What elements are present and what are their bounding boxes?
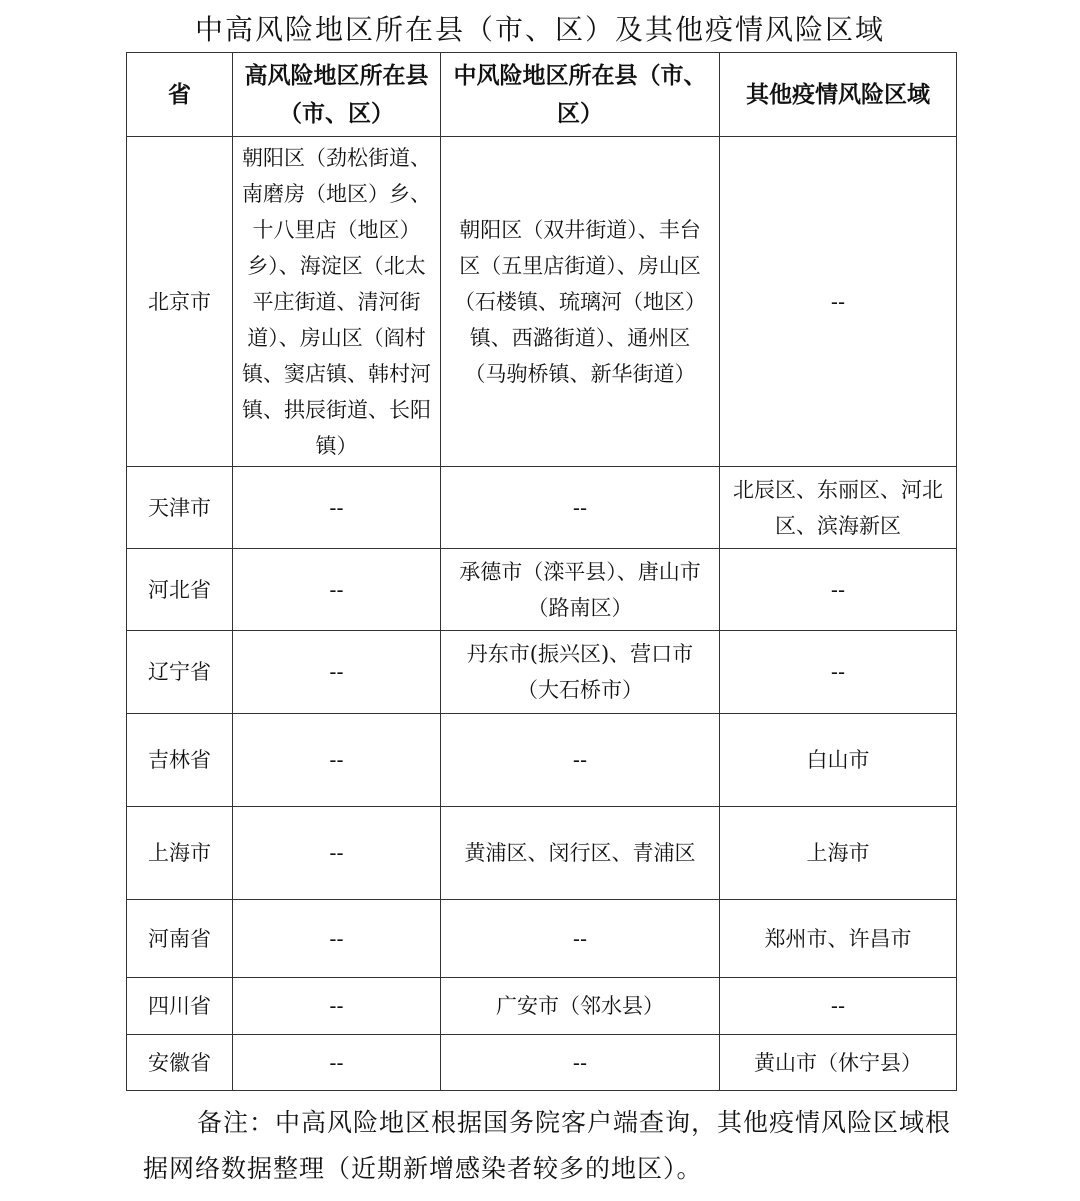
medium-risk-cell: -- bbox=[441, 1035, 720, 1091]
table-header-row bbox=[127, 53, 957, 137]
table-row bbox=[127, 137, 957, 467]
medium-risk-cell: 丹东市(振兴区)、营口市（大石桥市） bbox=[441, 631, 720, 714]
header-other-risk: 其他疫情风险区域 bbox=[720, 53, 957, 137]
other-risk-cell: 上海市 bbox=[720, 807, 957, 900]
other-risk-cell: 郑州市、许昌市 bbox=[720, 900, 957, 978]
other-risk-cell: 北辰区、东丽区、河北区、滨海新区 bbox=[720, 467, 957, 549]
province-cell: 上海市 bbox=[127, 807, 233, 900]
table-row bbox=[127, 978, 957, 1035]
high-risk-cell: 朝阳区（劲松街道、南磨房（地区）乡、十八里店（地区）乡）、海淀区（北太平庄街道、清河街道）、房山区（阎村镇、窦店镇、韩村河镇、拱辰街道、长阳镇） bbox=[233, 137, 441, 467]
table-row bbox=[127, 1035, 957, 1091]
province-cell: 北京市 bbox=[127, 137, 233, 467]
header-high-risk: 高风险地区所在县（市、区） bbox=[233, 53, 441, 137]
medium-risk-cell: -- bbox=[441, 900, 720, 978]
other-risk-cell: -- bbox=[720, 631, 957, 714]
province-cell: 吉林省 bbox=[127, 714, 233, 807]
high-risk-cell: -- bbox=[233, 978, 441, 1035]
medium-risk-cell: 承德市（滦平县）、唐山市（路南区） bbox=[441, 549, 720, 631]
other-risk-cell: 白山市 bbox=[720, 714, 957, 807]
table-row bbox=[127, 549, 957, 631]
high-risk-cell: -- bbox=[233, 467, 441, 549]
other-risk-cell: -- bbox=[720, 978, 957, 1035]
header-province: 省 bbox=[127, 53, 233, 137]
province-cell: 河北省 bbox=[127, 549, 233, 631]
other-risk-cell: -- bbox=[720, 137, 957, 467]
medium-risk-cell: 黄浦区、闵行区、青浦区 bbox=[441, 807, 720, 900]
medium-risk-cell: 朝阳区（双井街道）、丰台区（五里店街道）、房山区（石楼镇、琉璃河（地区）镇、西潞街道）、通州区（马驹桥镇、新华街道） bbox=[441, 137, 720, 467]
table-row bbox=[127, 900, 957, 978]
other-risk-cell: -- bbox=[720, 549, 957, 631]
high-risk-cell: -- bbox=[233, 807, 441, 900]
table-row bbox=[127, 714, 957, 807]
province-cell: 辽宁省 bbox=[127, 631, 233, 714]
risk-area-table bbox=[126, 52, 957, 1091]
province-cell: 安徽省 bbox=[127, 1035, 233, 1091]
province-cell: 天津市 bbox=[127, 467, 233, 549]
high-risk-cell: -- bbox=[233, 549, 441, 631]
other-risk-cell: 黄山市（休宁县） bbox=[720, 1035, 957, 1091]
high-risk-cell: -- bbox=[233, 1035, 441, 1091]
medium-risk-cell: 广安市（邻水县） bbox=[441, 978, 720, 1035]
high-risk-cell: -- bbox=[233, 900, 441, 978]
table-row bbox=[127, 467, 957, 549]
medium-risk-cell: -- bbox=[441, 467, 720, 549]
document-title: 中高风险地区所在县（市、区）及其他疫情风险区域 bbox=[194, 13, 885, 46]
high-risk-cell: -- bbox=[233, 631, 441, 714]
medium-risk-cell: -- bbox=[441, 714, 720, 807]
table-row bbox=[127, 807, 957, 900]
header-medium-risk: 中风险地区所在县（市、区） bbox=[441, 53, 720, 137]
province-cell: 四川省 bbox=[127, 978, 233, 1035]
high-risk-cell: -- bbox=[233, 714, 441, 807]
province-cell: 河南省 bbox=[127, 900, 233, 978]
footnote: 备注：中高风险地区根据国务院客户端查询，其他疫情风险区域根据网络数据整理（近期新增感染者较多的地区）。 bbox=[143, 1108, 952, 1183]
table-row bbox=[127, 631, 957, 714]
